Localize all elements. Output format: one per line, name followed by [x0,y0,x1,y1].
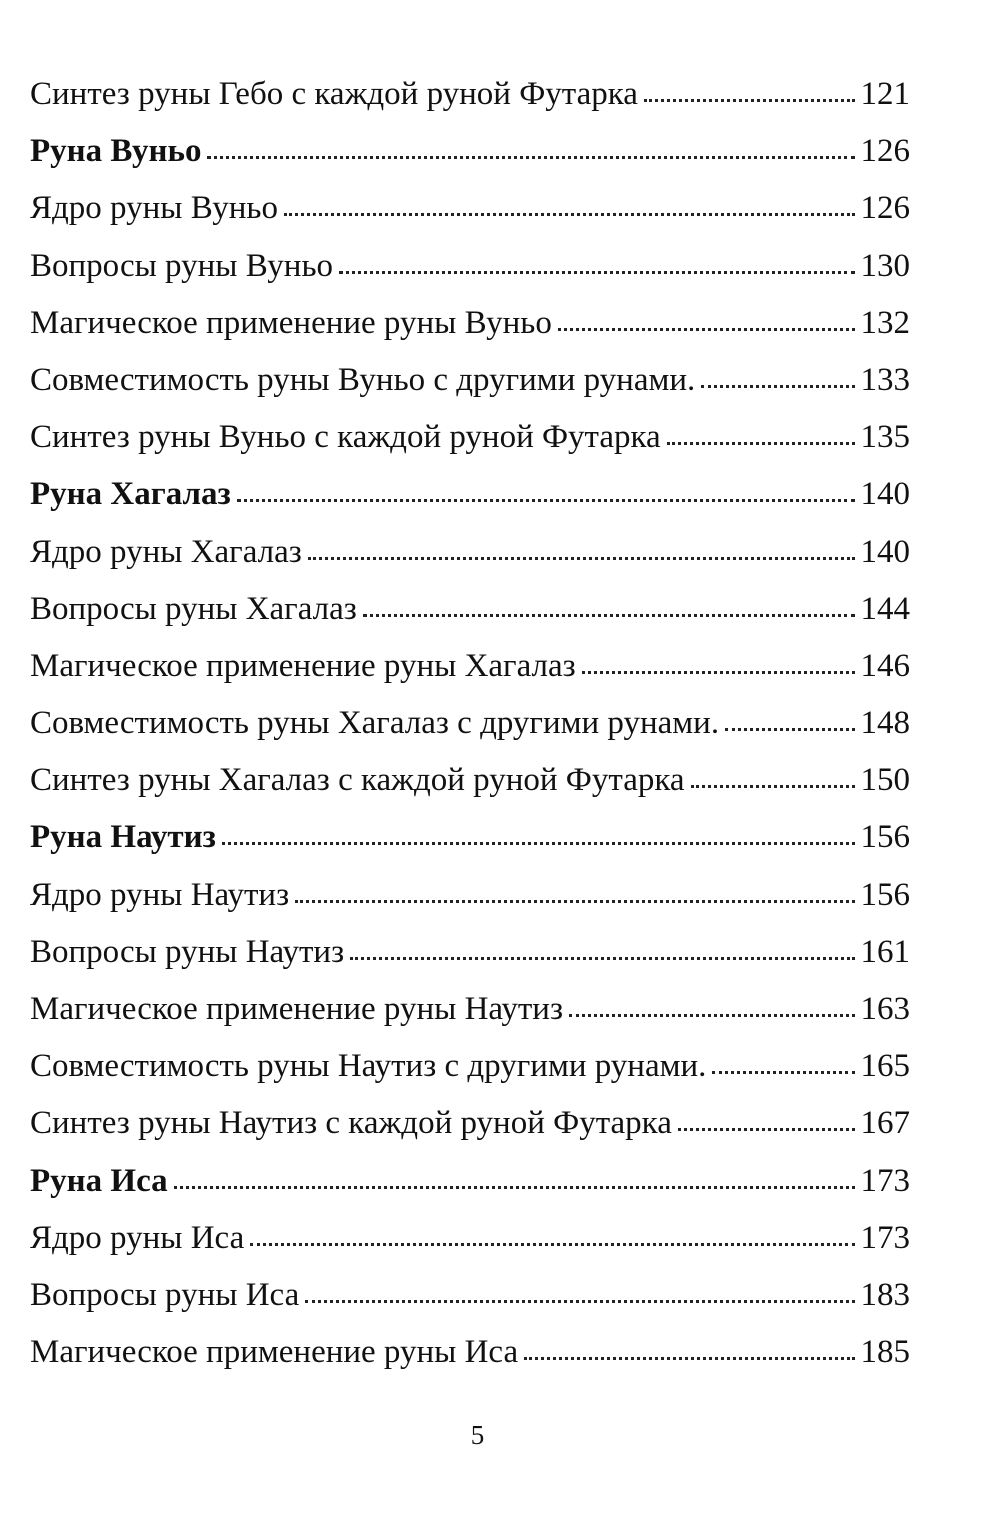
toc-entry-page: 165 [860,1048,910,1085]
toc-entry-page: 163 [860,991,910,1027]
toc-entry-title: Вопросы руны Наутиз [30,933,345,970]
toc-entry-page: 173 [860,1162,910,1199]
toc-entry-page: 156 [860,819,910,856]
toc-entry [30,1267,910,1324]
toc-entry-page: 167 [860,1105,910,1142]
toc-entry-page: 156 [860,876,910,913]
toc-entry-page: 144 [860,590,910,627]
dot-leader [350,957,854,960]
dot-leader [284,213,855,216]
dot-leader [691,785,855,788]
dot-leader [222,842,855,845]
toc-entry-title: Руна Иса [30,1162,168,1199]
toc-entry-title: Магическое применение руны Наутиз [30,991,563,1027]
toc-entry [30,1324,910,1381]
toc-entry-page: 130 [860,247,910,284]
toc-entry [30,180,910,237]
toc-entry [30,295,910,352]
toc-entry-title: Руна Хагалаз [30,476,231,513]
toc-entry-title: Ядро руны Хагалаз [30,533,302,570]
toc-entry-page: 183 [860,1276,910,1313]
toc-entry-title: Ядро руны Наутиз [30,876,290,913]
toc-entry-title: Синтез руны Гебо с каждой руной Футарка [30,76,638,112]
toc-entry-title: Вопросы руны Иса [30,1276,300,1313]
toc-entry [30,581,910,638]
dot-leader [582,671,855,674]
toc-entry-title: Магическое применение руны Хагалаз [30,647,576,684]
toc-entry-page: 140 [860,476,910,513]
dot-leader [237,499,855,502]
toc-entry [30,66,910,123]
table-of-contents [30,66,910,1381]
toc-entry [30,924,910,981]
toc-entry-title: Совместимость руны Хагалаз с другими рунами. [30,705,720,742]
toc-entry-title: Синтез руны Хагалаз с каждой руной Футарка [30,762,685,799]
toc-entry-page: 140 [860,533,910,570]
toc-entry [30,1095,910,1152]
toc-entry-title: Совместимость руны Вуньо с другими рунами. [30,361,696,398]
toc-entry-title: Вопросы руны Хагалаз [30,590,357,627]
dot-leader [644,99,855,102]
toc-entry [30,524,910,581]
toc-entry-title: Вопросы руны Вуньо [30,247,333,284]
toc-entry-page: 132 [860,304,910,341]
toc-entry-page: 126 [860,190,910,227]
toc-entry [30,867,910,924]
toc-entry [30,752,910,809]
dot-leader [308,557,855,560]
toc-entry [30,352,910,409]
dot-leader [712,1071,854,1074]
toc-entry-page: 126 [860,133,910,170]
toc-entry-title: Ядро руны Вуньо [30,190,278,227]
toc-entry-title: Магическое применение руны Вуньо [30,304,552,341]
dot-leader [363,614,855,617]
toc-entry-page: 135 [860,419,910,456]
toc-entry-title: Руна Вуньо [30,133,202,170]
toc-entry-title: Совместимость руны Наутиз с другими рунами. [30,1048,707,1085]
toc-entry-title: Магическое применение руны Иса [30,1334,519,1371]
toc-entry-title: Синтез руны Вуньо с каждой руной Футарка [30,419,661,456]
dot-leader [295,900,854,903]
toc-entry-page: 150 [860,762,910,799]
toc-entry-page: 173 [860,1219,910,1256]
toc-entry [30,409,910,466]
dot-leader [339,271,855,274]
dot-leader [207,156,854,159]
toc-entry-page: 148 [860,705,910,742]
toc-entry-title: Руна Наутиз [30,819,216,856]
toc-entry [30,638,910,695]
toc-entry-title: Синтез руны Наутиз с каждой руной Футарка [30,1105,672,1142]
toc-section-heading [30,1153,910,1210]
toc-section-heading [30,466,910,523]
dot-leader [701,385,854,388]
toc-entry [30,1038,910,1095]
dot-leader [174,1186,855,1189]
toc-entry [30,238,910,295]
dot-leader [305,1300,854,1303]
toc-entry-page: 146 [860,647,910,684]
toc-entry [30,1210,910,1267]
page-number: 5 [470,1420,485,1450]
toc-entry-page: 133 [860,361,910,398]
dot-leader [558,328,855,331]
dot-leader [678,1128,855,1131]
dot-leader [569,1014,855,1017]
toc-entry [30,695,910,752]
dot-leader [667,442,855,445]
toc-entry-page: 121 [860,76,910,112]
dot-leader [524,1357,854,1360]
toc-entry [30,981,910,1038]
toc-entry-page: 185 [860,1334,910,1371]
toc-entry-page: 161 [860,933,910,970]
toc-entry-title: Ядро руны Иса [30,1219,245,1256]
dot-leader [725,728,854,731]
toc-section-heading [30,809,910,866]
toc-section-heading [30,123,910,180]
dot-leader [250,1243,854,1246]
